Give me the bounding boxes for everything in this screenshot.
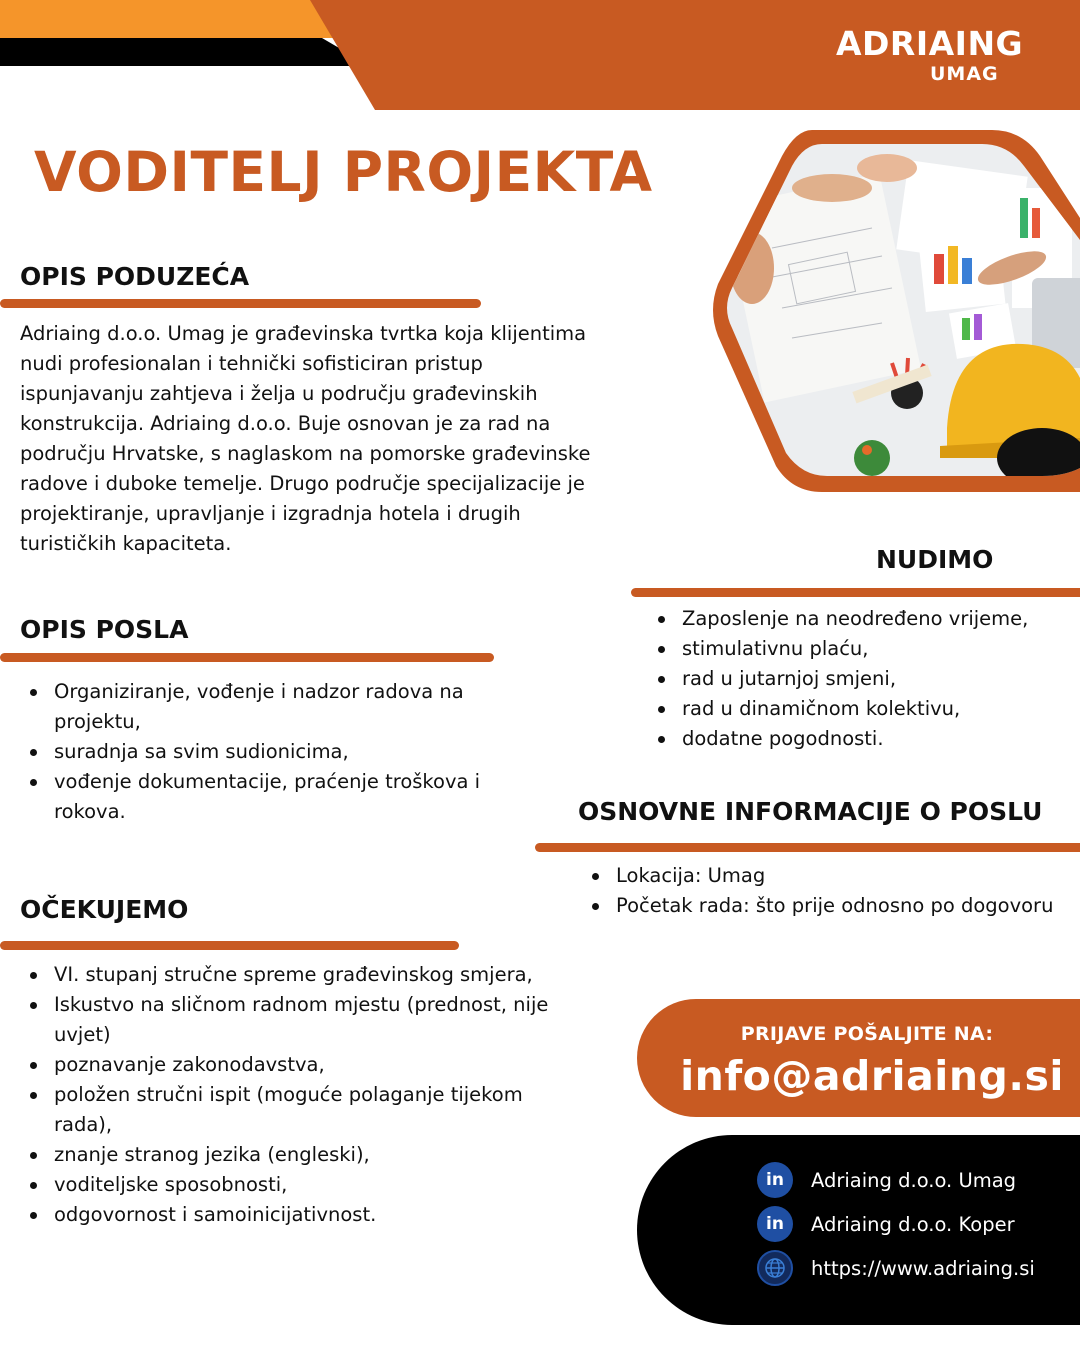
list-item: Zaposlenje na neodređeno vrijeme, xyxy=(648,604,1068,634)
linkedin-icon: in xyxy=(757,1206,793,1242)
list-item: poznavanje zakonodavstva, xyxy=(20,1050,560,1080)
expect-heading: OČEKUJEMO xyxy=(20,895,189,924)
expect-divider xyxy=(0,941,459,950)
list-item: položen stručni ispit (moguće polaganje tijekom rada), xyxy=(20,1080,560,1140)
linkedin-icon: in xyxy=(757,1162,793,1198)
social-link-koper[interactable] xyxy=(757,1205,1015,1243)
list-item: odgovornost i samoinicijativnost. xyxy=(20,1200,560,1230)
social-link-label: https://www.adriaing.si xyxy=(811,1256,1035,1280)
project-photo xyxy=(712,128,1080,492)
list-item: stimulativnu plaću, xyxy=(648,634,1068,664)
expect-list xyxy=(20,960,560,1230)
apply-label: PRIJAVE POŠALJITE NA: xyxy=(740,1023,994,1045)
list-item: znanje stranog jezika (engleski), xyxy=(20,1140,560,1170)
list-item: Početak rada: što prije odnosno po dogovoru xyxy=(582,891,1080,921)
job-divider xyxy=(0,653,494,662)
list-item: Iskustvo na sličnom radnom mjestu (prednost, nije uvjet) xyxy=(20,990,560,1050)
job-heading: OPIS POSLA xyxy=(20,615,189,644)
list-item: dodatne pogodnosti. xyxy=(648,724,1068,754)
page-title: VODITELJ PROJEKTA xyxy=(34,140,653,204)
website-link[interactable] xyxy=(757,1249,1035,1287)
company-description: Adriaing d.o.o. Umag je građevinska tvrtka koja klijentima nudi profesionalan i tehnički sofisticiran pristup ispunjavanju zahtjeva i želja u području građevinskih konstrukcija. Adriaing d.o.o. Buje osnovan je za rad na području Hrvatske, s naglaskom na pomorske građevinske radove i duboke temelje. Drugo područje specijalizacije je projektiranje, upravljanje i izgradnja hotela i drugih turističkih kapaciteta. xyxy=(20,322,591,555)
globe-icon xyxy=(757,1250,793,1286)
basic-info-heading: OSNOVNE INFORMACIJE O POSLU xyxy=(578,797,1043,826)
list-item: suradnja sa svim sudionicima, xyxy=(20,737,500,767)
company-divider xyxy=(0,299,481,308)
list-item: Organiziranje, vođenje i nadzor radova na projektu, xyxy=(20,677,500,737)
list-item: rad u jutarnjoj smjeni, xyxy=(648,664,1068,694)
apply-email-link[interactable]: info@adriaing.si xyxy=(680,1052,1064,1100)
brand-name: ADRIAING xyxy=(836,24,1024,63)
list-item: vođenje dokumentacije, praćenje troškova i rokova. xyxy=(20,767,500,827)
offer-divider xyxy=(631,588,1080,597)
social-link-label: Adriaing d.o.o. Umag xyxy=(811,1168,1017,1192)
job-list xyxy=(20,677,500,827)
list-item: voditeljske sposobnosti, xyxy=(20,1170,560,1200)
brand-city: UMAG xyxy=(930,63,999,85)
list-item: VI. stupanj stručne spreme građevinskog smjera, xyxy=(20,960,560,990)
basic-info-list xyxy=(582,861,1080,921)
social-link-umag[interactable] xyxy=(757,1161,1016,1199)
list-item: rad u dinamičnom kolektivu, xyxy=(648,694,1068,724)
social-link-label: Adriaing d.o.o. Koper xyxy=(811,1212,1015,1236)
company-heading: OPIS PODUZEĆA xyxy=(20,262,250,291)
list-item: Lokacija: Umag xyxy=(582,861,1080,891)
offer-heading: NUDIMO xyxy=(876,545,994,574)
basic-info-divider xyxy=(535,843,1080,852)
offer-list xyxy=(648,604,1068,754)
